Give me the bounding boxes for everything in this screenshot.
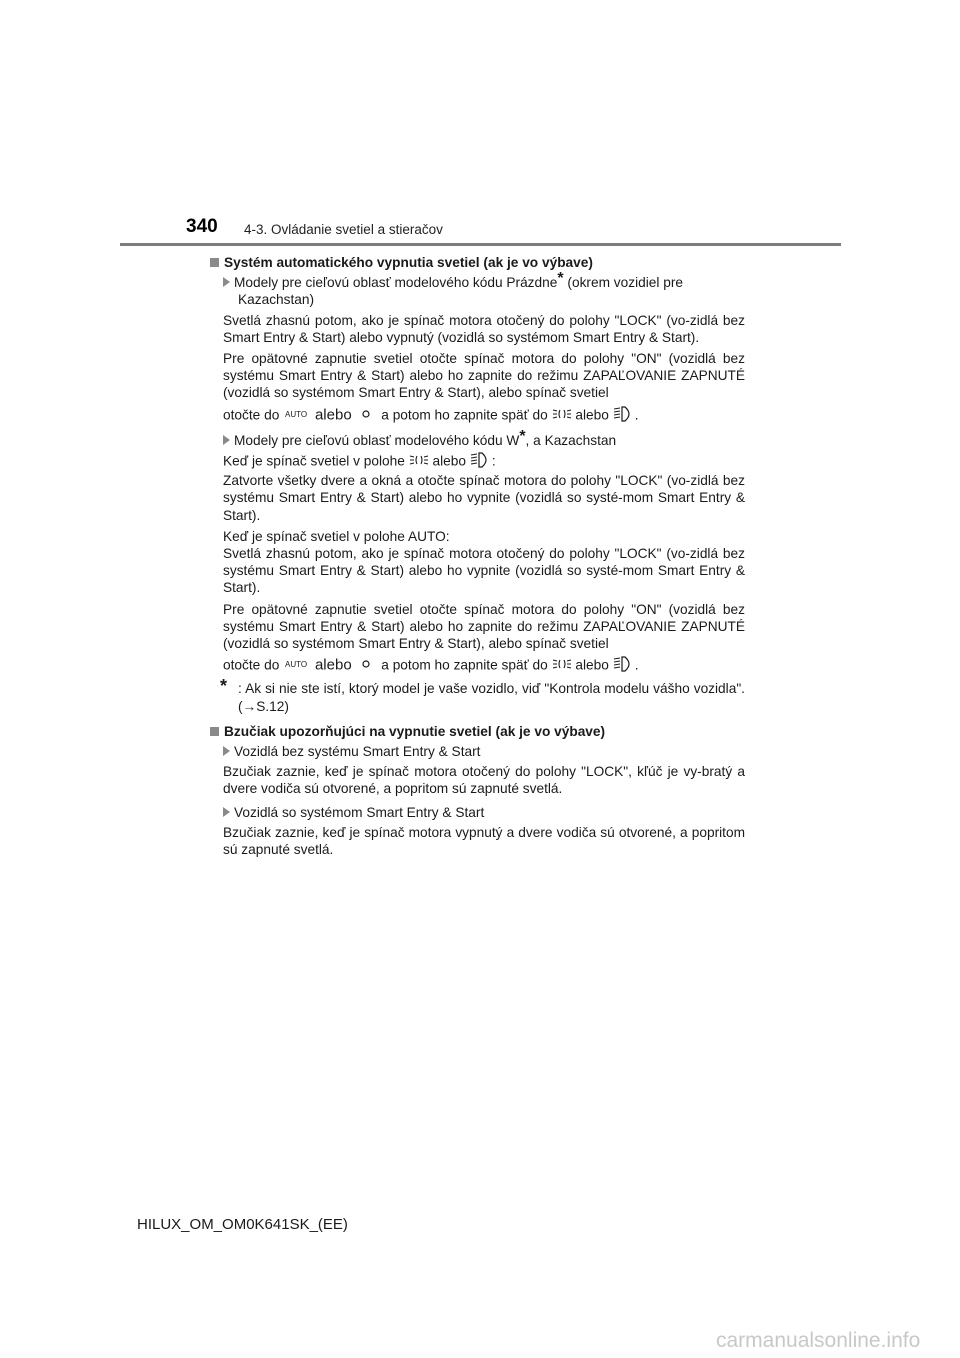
triangle-bullet-icon	[223, 435, 230, 445]
off-circle-icon	[355, 657, 377, 675]
paragraph: Pre opätovné zapnutie svetiel otočte spínač motora do polohy "ON" (vozidlá bez systému Smart Entry & Start) alebo ho zapnite do režimu ZAPAĽOVANIE ZAPNUTÉ (vozidlá so systémom Smart Entry & Start), alebo spínač svetiel	[223, 601, 745, 652]
asterisk-mark: *	[557, 270, 564, 288]
auto-light-icon	[283, 407, 311, 425]
paragraph-icons: otočte do AUTO alebo a potom ho zapnite späť do alebo .	[210, 406, 745, 426]
triangle-bullet-icon	[223, 746, 230, 756]
paragraph: Keď je spínač svetiel v polohe AUTO: Svetlá zhasnú potom, ako je spínač motora otočený do polohy "LOCK" (vo-zidlá bez systému Smart Entry & Start) alebo ho vypnite (vozidlá so systé-mom Smart Entry & Start).	[223, 528, 745, 596]
page-content	[210, 254, 745, 862]
parking-light-icon	[552, 657, 572, 675]
triangle-bullet-icon	[223, 277, 230, 287]
watermark: carmanualsonline.info	[716, 1329, 921, 1352]
model-label-blank: Modely pre cieľovú oblasť modelového kódu Prázdne* (okrem vozidiel pre Kazachstan)	[210, 274, 745, 308]
svg-text:AUTO: AUTO	[285, 660, 308, 670]
section-heading-buzzer: Bzučiak upozorňujúci na vypnutie svetiel (ak je vo výbave)	[210, 723, 745, 740]
parking-light-icon	[552, 407, 572, 425]
section-square-icon	[210, 258, 219, 267]
paragraph: Zatvorte všetky dvere a okná a otočte spínač motora do polohy "LOCK" (vo-zidlá bez systému Smart Entry & Start) alebo ho vypnite (vozidlá so systé-mom Smart Entry & Start).	[223, 473, 745, 523]
paragraph-icons: otočte do AUTO alebo a potom ho zapnite späť do alebo .	[210, 656, 745, 676]
auto-light-icon	[283, 657, 311, 675]
paragraph: Svetlá zhasnú potom, ako je spínač motora otočený do polohy "LOCK" (vo-zidlá bez Smart Entry & Start) alebo vypnutý (vozidlá so systémom Smart Entry & Start).	[223, 312, 745, 345]
model-label-no-smart: Vozidlá bez systému Smart Entry & Start	[210, 743, 745, 760]
footnote: * : Ak si nie ste istí, ktorý model je vaše vozidlo, viď "Kontrola modelu vášho vozidla". (→S.12)	[220, 676, 745, 714]
section-square-icon	[210, 727, 219, 736]
paragraph: Pre opätovné zapnutie svetiel otočte spínač motora do polohy "ON" (vozidlá bez systému Smart Entry & Start) alebo ho zapnite do režimu ZAPAĽOVANIE ZAPNUTÉ (vozidlá so systémom Smart Entry & Start), alebo spínač svetiel	[223, 351, 745, 401]
off-circle-icon	[355, 407, 377, 425]
model-label-w: Modely pre cieľovú oblasť modelového kódu W*, a Kazachstan	[210, 432, 745, 449]
paragraph-icons: Keď je spínač svetiel v polohe alebo : Zatvorte všetky dvere a okná a otočte spínač motora do polohy "LOCK" (vo-zidlá bez systému Smart Entry & Start) alebo ho vypnite (vozidlá so systé-mom Smart Entry & Start).	[223, 453, 745, 523]
section-heading-auto-off: Systém automatického vypnutia svetiel (ak je vo výbave)	[210, 254, 745, 271]
chapter-title: 4-3. Ovládanie svetiel a stieračov	[244, 222, 443, 237]
svg-text:AUTO: AUTO	[285, 409, 308, 419]
asterisk-mark: *	[220, 676, 228, 697]
triangle-bullet-icon	[223, 807, 230, 817]
paragraph: Bzučiak zaznie, keď je spínač motora otočený do polohy "LOCK", kľúč je vy-bratý a dvere vodiča sú otvorené, a popritom sú zapnuté svetlá.	[223, 764, 745, 797]
page-number: 340	[186, 216, 218, 237]
headlight-icon	[470, 452, 492, 472]
parking-light-icon	[409, 453, 429, 471]
headlight-icon	[613, 406, 635, 426]
paragraph: Bzučiak zaznie, keď je spínač motora vypnutý a dvere vodiča sú otvorené, a popritom sú zapnuté svetlá.	[223, 824, 745, 858]
headlight-icon	[613, 656, 635, 676]
asterisk-mark: *	[519, 427, 526, 445]
model-label-smart: Vozidlá so systémom Smart Entry & Start	[210, 804, 745, 821]
header-rule	[120, 243, 841, 246]
document-code: HILUX_OM_OM0K641SK_(EE)	[137, 1216, 348, 1233]
